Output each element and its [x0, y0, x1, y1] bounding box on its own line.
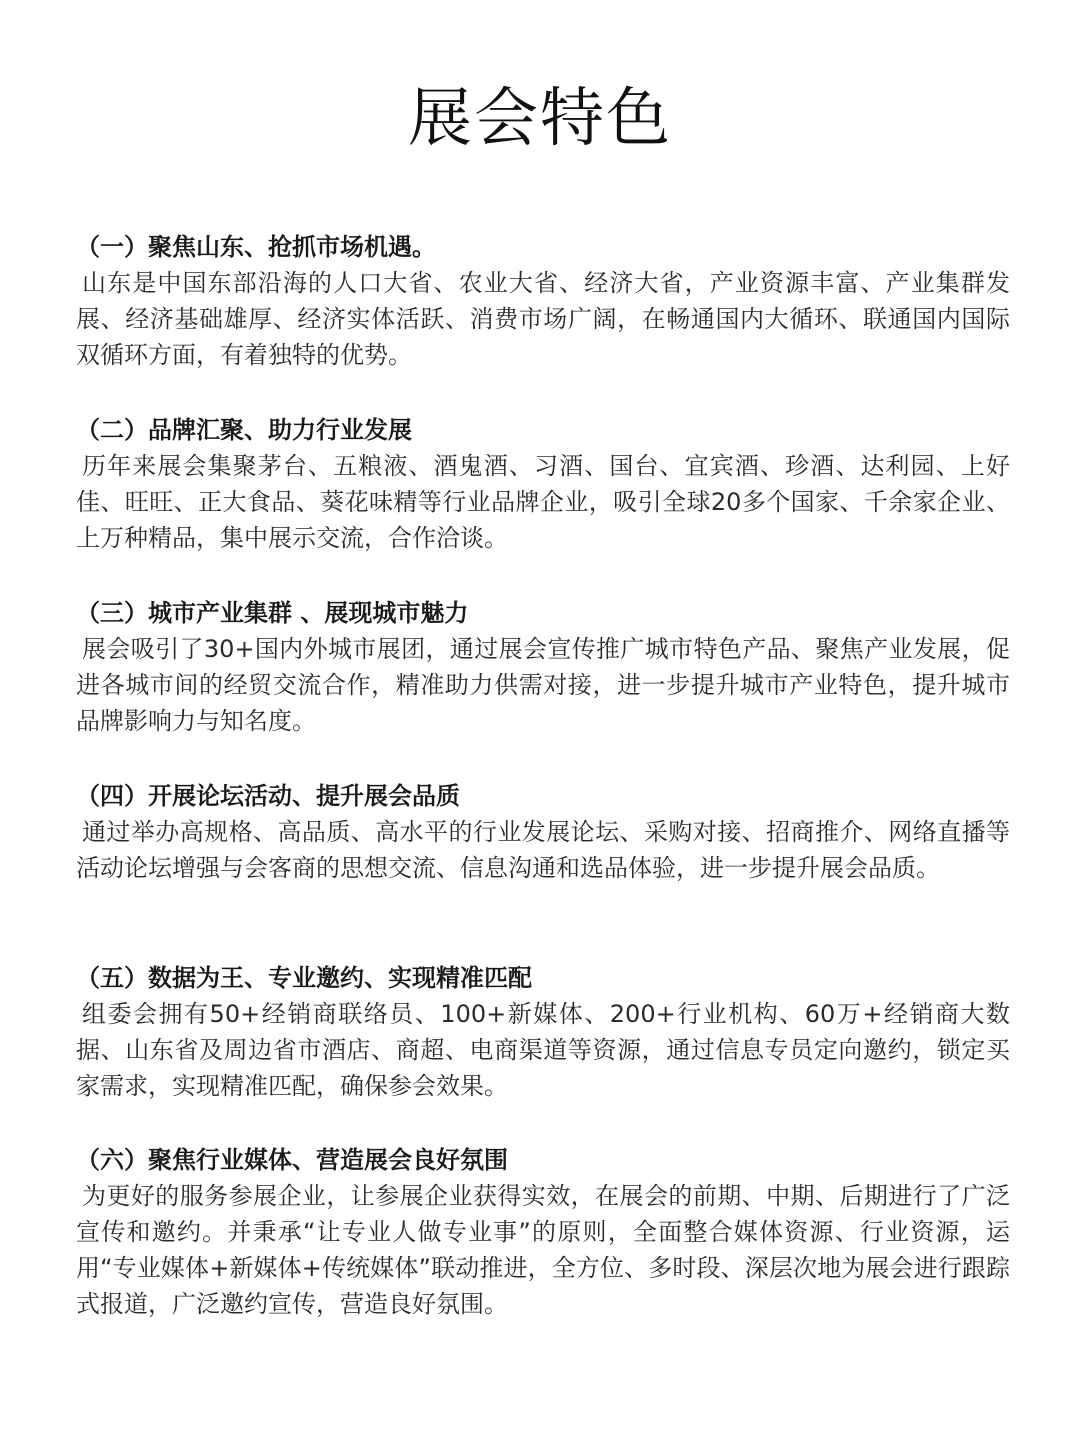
section-heading: （一）聚焦山东、抢抓市场机遇。 [76, 233, 436, 261]
feature-section-1 [76, 229, 1010, 373]
feature-section-4 [76, 778, 1010, 886]
section-body: 历年来展会集聚茅台、五粮液、酒鬼酒、习酒、国台、宜宾酒、珍酒、达利园、上好佳、旺旺、正大食品、葵花味精等行业品牌企业，吸引全球20多个国家、千余家企业、上万种精品，集中展示交流，合作洽谈。 [76, 452, 1010, 552]
section-body: 组委会拥有50+经销商联络员、100+新媒体、200+行业机构、60万+经销商大数据、山东省及周边省市酒店、商超、电商渠道等资源，通过信息专员定向邀约，锁定买家需求，实现精准匹配，确保参会效果。 [76, 1000, 1010, 1100]
section-heading: （六）聚焦行业媒体、营造展会良好氛围 [76, 1146, 508, 1174]
feature-section-6 [76, 1142, 1010, 1322]
section-body: 山东是中国东部沿海的人口大省、农业大省、经济大省，产业资源丰富、产业集群发展、经济基础雄厚、经济实体活跃、消费市场广阔，在畅通国内大循环、联通国内国际双循环方面，有着独特的优势。 [76, 269, 1010, 369]
page-title: 展会特色 [408, 82, 672, 156]
feature-section-5 [76, 960, 1010, 1104]
section-heading: （五）数据为王、专业邀约、实现精准匹配 [76, 964, 532, 992]
section-heading: （三）城市产业集群 、展现城市魅力 [76, 599, 469, 627]
feature-section-3 [76, 595, 1010, 739]
section-body: 通过举办高规格、高品质、高水平的行业发展论坛、采购对接、招商推介、网络直播等活动论坛增强与会客商的思想交流、信息沟通和选品体验，进一步提升展会品质。 [76, 818, 1010, 882]
feature-section-2 [76, 412, 1010, 556]
section-heading: （四）开展论坛活动、提升展会品质 [76, 782, 460, 810]
section-body: 为更好的服务参展企业，让参展企业获得实效，在展会的前期、中期、后期进行了广泛宣传和邀约。并秉承“让专业人做专业事”的原则，全面整合媒体资源、行业资源，运用“专业媒体+新媒体+传统媒体”联动推进，全方位、多时段、深层次地为展会进行跟踪式报道，广泛邀约宣传，营造良好氛围。 [76, 1182, 1010, 1318]
section-heading: （二）品牌汇聚、助力行业发展 [76, 416, 412, 444]
section-body: 展会吸引了30+国内外城市展团，通过展会宣传推广城市特色产品、聚焦产业发展，促进各城市间的经贸交流合作，精准助力供需对接，进一步提升城市产业特色，提升城市品牌影响力与知名度。 [76, 635, 1010, 735]
